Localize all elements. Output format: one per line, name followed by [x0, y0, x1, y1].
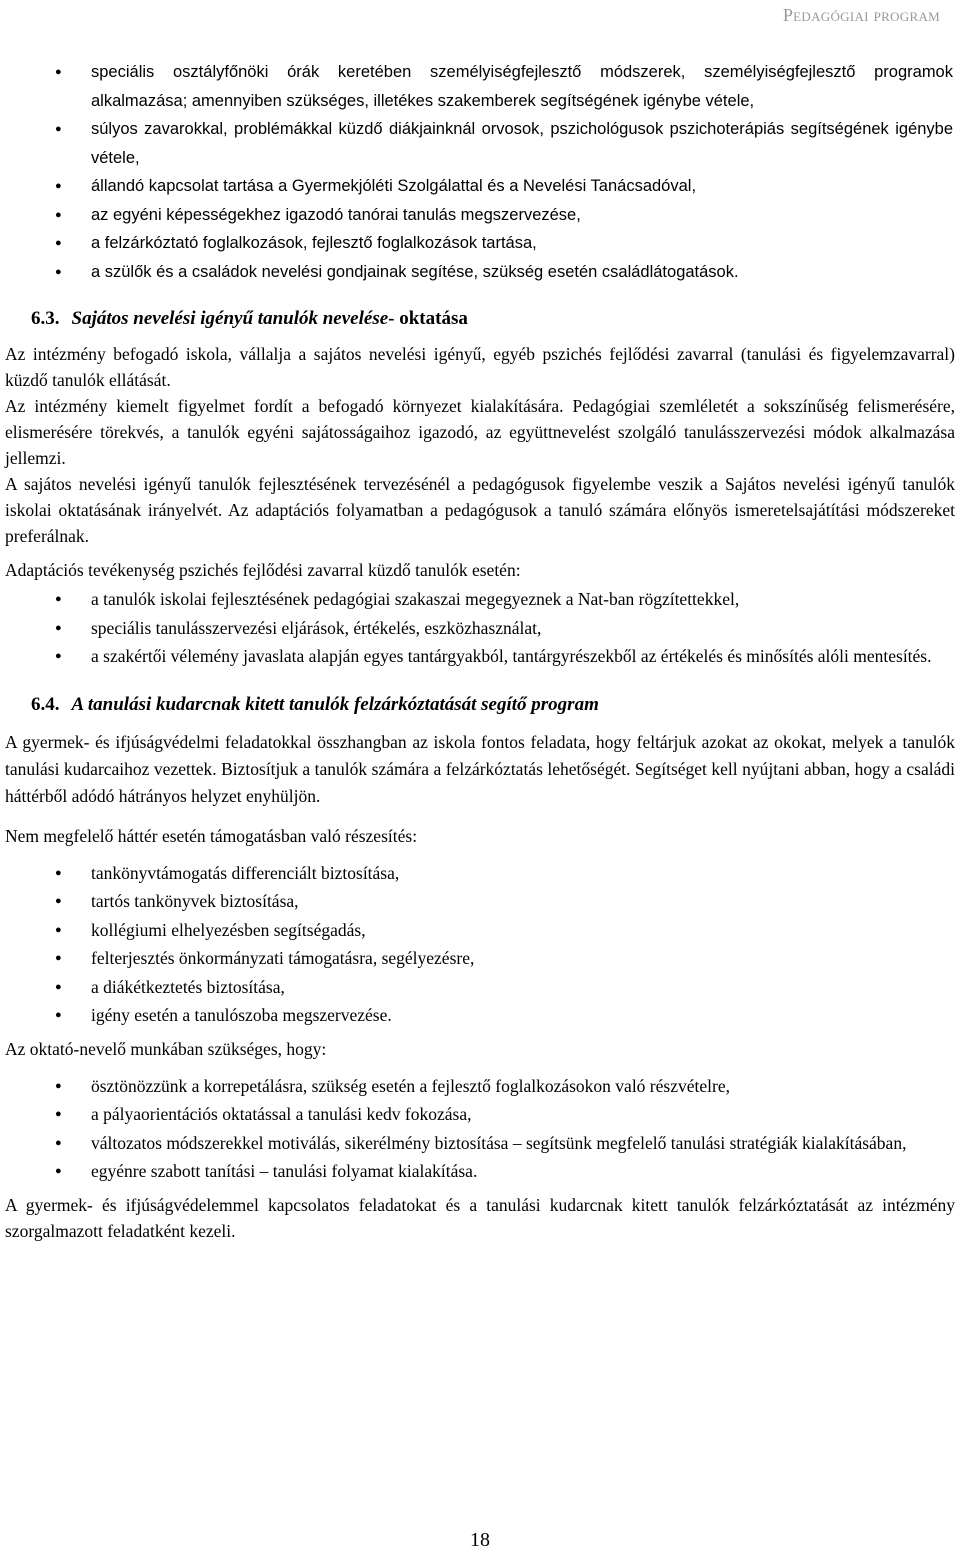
list-item: ● súlyos zavarokkal, problémákkal küzdő diákjainknál orvosok, pszichológusok pszichoterápiás segítségének igénybe vétele, — [5, 115, 955, 172]
paragraph: Az intézmény kiemelt figyelmet fordít a befogadó környezet kialakítására. Pedagógiai szemléletét a sokszínűség felismerésére, elismerésére törekvés, a tanulók egyéni sajátosságaihoz igazodó, az együttnevelést szolgáló tanulásszervezési módok alkalmazása jellemzi. — [5, 396, 955, 468]
section-number: 6.3. — [31, 308, 60, 329]
requirements-list — [5, 1072, 955, 1186]
list-item: ● speciális osztályfőnöki órák keretében személyiségfejlesztő módszerek, személyiségfejlesztő programok alkalmazása; amennyiben szükséges, illetékes szakemberek segítségének igénybe vétele, — [5, 58, 955, 115]
list-item: ● a szülők és a családok nevelési gondjainak segítése, szükség esetén családlátogatások. — [5, 258, 955, 287]
support-list — [5, 859, 955, 1030]
list-item: ● a tanulók iskolai fejlesztésének pedagógiai szakaszai megegyeznek a Nat-ban rögzítettekkel, — [5, 585, 955, 614]
list-item: ● felterjesztés önkormányzati támogatásra, segélyezésre, — [5, 944, 955, 973]
section-heading-6-4 — [5, 691, 955, 719]
list-item: ● a pályaorientációs oktatással a tanulási kedv fokozása, — [5, 1100, 955, 1129]
list-item: ● tankönyvtámogatás differenciált biztosítása, — [5, 859, 955, 888]
list-item: ● igény esetén a tanulószoba megszervezése. — [5, 1001, 955, 1030]
list-item: ● a szakértői vélemény javaslata alapján egyes tantárgyakból, tantárgyrészekből az értékelés és minősítés alóli mentesítés. — [5, 642, 955, 671]
paragraph: A gyermek- és ifjúságvédelmi feladatokkal összhangban az iskola fontos feladata, hogy feltárjuk azokat az okokat, melyek a tanulók tanulási kudarcaihoz vezettek. Biztosítjuk a tanulók számára a felzárkóztatás lehetőségét. Segítséget kell nyújtani abban, hogy a családi háttérből adódó hátrányos helyzet enyhüljön. — [5, 731, 955, 806]
adaptation-list — [5, 585, 955, 671]
section-title-tail: - oktatása — [388, 308, 468, 329]
list-item: ● az egyéni képességekhez igazodó tanórai tanulás megszervezése, — [5, 201, 955, 230]
section-title: Sajátos nevelési igényű tanulók nevelése — [71, 308, 389, 329]
paragraph: A gyermek- és ifjúságvédelemmel kapcsolatos feladatokat és a tanulási kudarcnak kitett tanulók felzárkóztatását az intézmény szorgalmazott feladatként kezeli. — [5, 1194, 955, 1241]
paragraph: Adaptációs tevékenység pszichés fejlődési zavarral küzdő tanulók esetén: — [5, 560, 521, 580]
paragraph: A sajátos nevelési igényű tanulók fejlesztésének tervezésénél a pedagógusok figyelembe veszik a Sajátos nevelési igényű tanulók iskolai oktatásának irányelvét. Az adaptációs folyamatban a pedagógusok a tanuló számára előnyös ismeretelsajátítási módszereket preferálnak. — [5, 474, 955, 546]
list-item: ● kollégiumi elhelyezésben segítségadás, — [5, 916, 955, 945]
page-content — [5, 58, 955, 1244]
running-header: Pedagógiai program — [782, 5, 940, 25]
list-item: ● egyénre szabott tanítási – tanulási folyamat kialakítása. — [5, 1157, 955, 1186]
list-item: ● állandó kapcsolat tartása a Gyermekjóléti Szolgálattal és a Nevelési Tanácsadóval, — [5, 172, 955, 201]
section-number: 6.4. — [31, 693, 60, 715]
paragraph: Az oktató-nevelő munkában szükséges, hogy: — [5, 1038, 327, 1059]
support-measures-list — [5, 58, 955, 286]
paragraph: Nem megfelelő háttér esetén támogatásban való részesítés: — [5, 825, 418, 846]
list-item: ● a diákétkeztetés biztosítása, — [5, 973, 955, 1002]
list-item: ● ösztönözzünk a korrepetálásra, szükség esetén a fejlesztő foglalkozásokon való részvételre, — [5, 1072, 955, 1101]
paragraph: Az intézmény befogadó iskola, vállalja a sajátos nevelési igényű, egyéb pszichés fejlődési zavarral (tanulási és figyelemzavarral) küzdő tanulók ellátását. — [5, 344, 955, 390]
list-item: ● speciális tanulásszervezési eljárások, értékelés, eszközhasználat, — [5, 614, 955, 643]
page-number: 18 — [470, 1529, 490, 1551]
section-heading-6-3 — [5, 305, 955, 333]
list-item: ● tartós tankönyvek biztosítása, — [5, 887, 955, 916]
section-title: A tanulási kudarcnak kitett tanulók felzárkóztatását segítő program — [71, 693, 599, 715]
list-item: ● változatos módszerekkel motiválás, sikerélmény biztosítása – segítsünk megfelelő tanulási stratégiák kialakításában, — [5, 1129, 955, 1158]
list-item: ● a felzárkóztató foglalkozások, fejlesztő foglalkozások tartása, — [5, 229, 955, 258]
